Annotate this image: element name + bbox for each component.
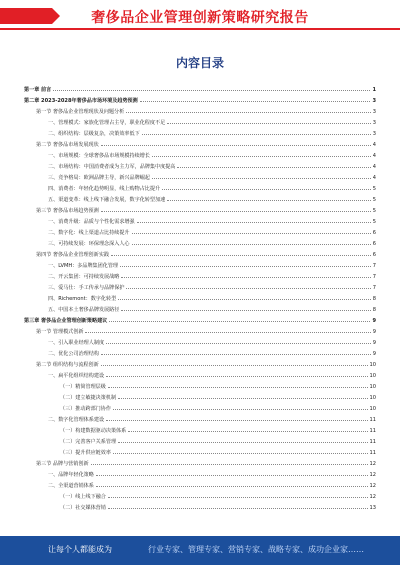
toc-entry-label: 二、优化公司治理结构 [48, 351, 99, 357]
toc-leader-dots [126, 282, 370, 289]
toc-entry-label: 二、数字化管理体系建设 [48, 417, 105, 423]
toc-entry-page: 4 [372, 142, 376, 148]
toc-entry-page: 7 [372, 263, 376, 269]
toc-leader-dots [137, 216, 371, 223]
toc-entry[interactable] [24, 293, 376, 304]
toc-entry-page: 8 [372, 307, 376, 313]
toc-entry[interactable] [24, 183, 376, 194]
toc-entry-page: 3 [372, 109, 376, 115]
toc-entry-label: （一）线上线下融合 [60, 494, 106, 500]
toc-entry-label: （一）精简管理层级 [60, 384, 106, 390]
toc-leader-dots [96, 480, 368, 487]
toc-entry[interactable] [24, 392, 376, 403]
toc-entry-page: 5 [372, 186, 376, 192]
header-divider [0, 28, 400, 30]
toc-entry[interactable] [24, 172, 376, 183]
toc-leader-dots [101, 348, 371, 355]
toc-entry[interactable] [24, 271, 376, 282]
toc-leader-dots [113, 403, 368, 410]
toc-leader-dots [111, 249, 371, 256]
toc-leader-dots [126, 106, 371, 113]
toc-entry-label: 第三节 品牌与营销创新 [36, 461, 89, 467]
toc-entry-label: 二、全渠道营销体系 [48, 483, 94, 489]
toc-leader-dots [113, 447, 368, 454]
toc-leader-dots [101, 359, 368, 366]
toc-entry-label: 二、组织结构：层级复杂，决策效率低下 [48, 131, 140, 137]
toc-entry-page: 9 [372, 351, 376, 357]
toc-entry-page: 12 [369, 461, 376, 467]
toc-entry[interactable] [24, 403, 376, 414]
toc-entry-label: 四、消费者：年轻化趋势明显，线上购物占比提升 [48, 186, 161, 192]
toc-entry-page: 11 [369, 428, 376, 434]
toc-leader-dots [106, 414, 367, 421]
toc-leader-dots [108, 381, 368, 388]
toc-entry[interactable] [24, 304, 376, 315]
toc-entry-label: （一）构建数据驱动决策体系 [60, 428, 127, 434]
toc-entry-label: 第三章 奢侈品企业管理创新策略建议 [24, 318, 108, 324]
toc-entry-label: 二、开云集团：可持续发展战略 [48, 274, 120, 280]
toc-entry-label: 五、渠道变革：线上线下融合发展，数字化转型加速 [48, 197, 166, 203]
toc-entry-page: 10 [369, 384, 376, 390]
toc-entry-label: 二、数字化：线上渠道占比持续提升 [48, 230, 130, 236]
toc-heading: 内容目录 [175, 56, 224, 70]
toc-entry-page: 6 [372, 252, 376, 258]
toc-entry-page: 4 [372, 175, 376, 181]
toc-leader-dots [132, 227, 371, 234]
toc-entry-label: 第四节 奢侈品企业管理创新实践 [36, 252, 109, 258]
page-footer [0, 536, 400, 565]
report-title: 奢侈品企业管理创新策略研究报告 [91, 10, 309, 26]
toc-entry[interactable] [24, 337, 376, 348]
toc-entry-label: 一、管理模式：家族化管理占主导，职业化程度不足 [48, 120, 166, 126]
toc-entry[interactable] [24, 194, 376, 205]
toc-entry[interactable] [24, 348, 376, 359]
toc-entry[interactable] [24, 436, 376, 447]
toc-entry-page: 9 [372, 318, 376, 324]
toc-leader-dots [128, 425, 367, 432]
toc-entry-page: 10 [369, 373, 376, 379]
toc-leader-dots [152, 172, 371, 179]
toc-entry[interactable] [24, 381, 376, 392]
toc-entry[interactable] [24, 95, 376, 106]
toc-entry[interactable] [24, 502, 376, 513]
toc-entry[interactable] [24, 370, 376, 381]
toc-leader-dots [120, 260, 371, 267]
toc-leader-dots [121, 304, 370, 311]
toc-leader-dots [106, 337, 371, 344]
toc-entry-label: 第一节 奢侈品企业管理现状及问题分析 [36, 109, 125, 115]
toc-entry-page: 9 [372, 340, 376, 346]
toc-leader-dots [108, 491, 368, 498]
toc-entry-page: 4 [372, 164, 376, 170]
toc-entry[interactable] [24, 216, 376, 227]
toc-leader-dots [140, 95, 371, 102]
toc-entry-page: 3 [372, 120, 376, 126]
toc-entry-page: 8 [372, 296, 376, 302]
toc-entry[interactable] [24, 117, 376, 128]
toc-entry[interactable] [24, 326, 376, 337]
toc-leader-dots [101, 139, 371, 146]
toc-entry[interactable] [24, 359, 376, 370]
toc-entry-page: 3 [372, 98, 376, 104]
toc-leader-dots [167, 117, 371, 124]
footer-tagline: 行业专家、管理专家、营销专家、战略专家、成功企业家…… [148, 545, 364, 554]
toc-entry-page: 13 [369, 505, 376, 511]
toc-entry-label: （二）建立敏捷决策机制 [60, 395, 117, 401]
toc-entry-label: 三、可持续发展：环保理念深入人心 [48, 241, 130, 247]
toc-leader-dots [132, 238, 371, 245]
toc-entry[interactable] [24, 128, 376, 139]
toc-entry-label: 五、中国本土奢侈品牌发展路径 [48, 307, 120, 313]
toc-entry[interactable] [24, 249, 376, 260]
toc-entry[interactable] [24, 139, 376, 150]
toc-entry-page: 12 [369, 494, 376, 500]
table-of-contents [24, 84, 376, 513]
toc-leader-dots [108, 502, 368, 509]
toc-entry-label: 第二节 组织结构与流程创新 [36, 362, 99, 368]
toc-entry-label: 第一章 前言 [24, 87, 52, 93]
toc-leader-dots [109, 315, 370, 322]
toc-leader-dots [118, 436, 367, 443]
toc-leader-dots [106, 370, 367, 377]
toc-entry[interactable] [24, 161, 376, 172]
toc-leader-dots [142, 128, 371, 135]
toc-leader-dots [85, 326, 370, 333]
toc-entry[interactable] [24, 106, 376, 117]
toc-leader-dots [167, 194, 371, 201]
toc-entry[interactable] [24, 480, 376, 491]
toc-entry-page: 7 [372, 285, 376, 291]
toc-entry-page: 9 [372, 329, 376, 335]
toc-leader-dots [121, 271, 370, 278]
toc-entry-page: 5 [372, 219, 376, 225]
toc-entry[interactable] [24, 425, 376, 436]
toc-entry[interactable] [24, 469, 376, 480]
toc-entry-page: 6 [372, 241, 376, 247]
toc-entry-label: 二、市场结构：中国消费者成为主力军，品牌集中度提高 [48, 164, 176, 170]
toc-leader-dots [118, 293, 371, 300]
toc-entry[interactable] [24, 260, 376, 271]
toc-entry[interactable] [24, 238, 376, 249]
toc-leader-dots [177, 161, 370, 168]
toc-leader-dots [91, 458, 368, 465]
toc-entry-label: 第二节 奢侈品市场发展现状 [36, 142, 99, 148]
toc-entry-label: 第一节 管理模式创新 [36, 329, 84, 335]
toc-entry-label: 一、引入职业经理人制度 [48, 340, 105, 346]
toc-entry-label: 第三节 奢侈品市场趋势预测 [36, 208, 99, 214]
toc-entry[interactable] [24, 150, 376, 161]
toc-entry[interactable] [24, 205, 376, 216]
toc-entry[interactable] [24, 282, 376, 293]
toc-entry-label: （二）社交媒体营销 [60, 505, 106, 511]
toc-entry-page: 10 [369, 362, 376, 368]
toc-entry-page: 3 [372, 131, 376, 137]
toc-entry-label: 三、爱马仕：手工传承与品牌保护 [48, 285, 125, 291]
toc-entry-label: 一、消费升级：品质与个性化需求增强 [48, 219, 135, 225]
toc-entry-label: 第二章 2023-2028年奢侈品市场环境及趋势预测 [24, 98, 138, 104]
footer-slogan: 让每个人都能成为 [48, 545, 112, 554]
toc-entry-page: 10 [369, 406, 376, 412]
toc-entry[interactable] [24, 458, 376, 469]
toc-leader-dots [118, 392, 367, 399]
toc-leader-dots [101, 205, 371, 212]
toc-entry[interactable] [24, 447, 376, 458]
toc-entry-page: 11 [369, 439, 376, 445]
page-header [0, 0, 400, 34]
toc-entry-page: 12 [369, 472, 376, 478]
toc-entry-label: （三）提升供应链效率 [60, 450, 111, 456]
toc-entry-label: （三）推动跨部门协作 [60, 406, 111, 412]
toc-entry-page: 1 [372, 87, 376, 93]
toc-entry-page: 10 [369, 395, 376, 401]
toc-entry-page: 5 [372, 197, 376, 203]
toc-entry-label: 四、Richemont：数字化转型 [48, 296, 117, 302]
toc-entry[interactable] [24, 491, 376, 502]
toc-entry-label: （二）完善客户关系管理 [60, 439, 117, 445]
toc-leader-dots [96, 469, 368, 476]
toc-entry[interactable] [24, 84, 376, 95]
toc-entry-page: 6 [372, 230, 376, 236]
toc-entry-label: 一、品牌年轻化策略 [48, 472, 94, 478]
toc-leader-dots [162, 183, 371, 190]
toc-entry[interactable] [24, 227, 376, 238]
toc-entry-page: 11 [369, 450, 376, 456]
toc-entry[interactable] [24, 414, 376, 425]
toc-leader-dots [53, 84, 370, 91]
toc-entry-page: 5 [372, 208, 376, 214]
toc-entry-label: 一、市场规模：全球奢侈品市场规模持续增长 [48, 153, 150, 159]
toc-leader-dots [152, 150, 371, 157]
toc-entry-page: 11 [369, 417, 376, 423]
toc-entry-label: 一、LVMH：多品牌集团化管理 [48, 263, 119, 269]
toc-entry-label: 一、扁平化组织结构建设 [48, 373, 105, 379]
toc-entry[interactable] [24, 315, 376, 326]
toc-entry-page: 12 [369, 483, 376, 489]
toc-entry-page: 7 [372, 274, 376, 280]
toc-entry-page: 4 [372, 153, 376, 159]
toc-entry-label: 三、竞争格局：欧洲品牌主导，新兴品牌崛起 [48, 175, 150, 181]
